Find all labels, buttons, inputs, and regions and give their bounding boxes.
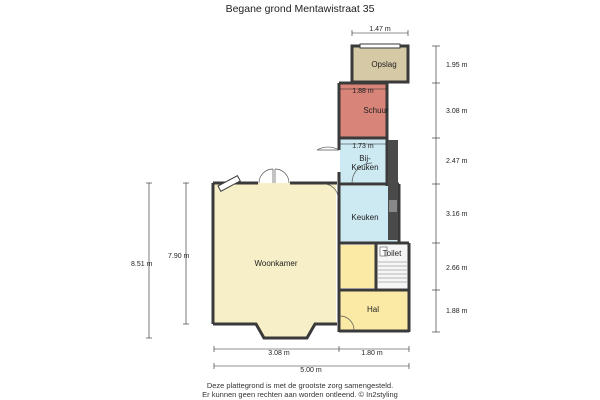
plan-title: Begane grond Mentawistraat 35	[225, 3, 375, 15]
dim-right-bijkeuken: 2.47 m	[446, 158, 468, 165]
dim-schuur-width: 1.88 m	[352, 88, 374, 95]
label-bijkeuken-2: Keuken	[351, 163, 379, 172]
dim-left-outer: 8.51 m	[131, 261, 153, 268]
stair-area	[340, 245, 375, 288]
dim-right-toilet: 2.66 m	[446, 265, 468, 272]
disclaimer-line-2: Er kunnen geen rechten aan worden ontleend. © In2styling	[202, 390, 398, 399]
dim-opslag-width: 1.47 m	[369, 26, 391, 33]
kitchen-counter	[388, 140, 398, 240]
dim-bottom-total: 5.00 m	[300, 367, 322, 374]
dim-right-opslag: 1.95 m	[446, 62, 468, 69]
sink	[389, 200, 397, 212]
dim-left-inner: 7.90 m	[168, 253, 190, 260]
dim-right-hal: 1.88 m	[446, 308, 468, 315]
dim-bottom-hal: 1.80 m	[361, 350, 383, 357]
dim-bijkeuken-width: 1.73 m	[352, 143, 374, 150]
label-bijkeuken-1: Bij-	[359, 154, 371, 163]
disclaimer-line-1: Deze plattegrond is met de grootste zorg samengesteld.	[206, 381, 394, 390]
label-schuur: Schuur	[363, 106, 389, 115]
label-keuken: Keuken	[351, 213, 379, 222]
label-hal: Hal	[366, 305, 380, 314]
dim-bottom-woonkamer: 3.08 m	[268, 350, 290, 357]
dim-right-keuken: 3.16 m	[446, 211, 468, 218]
label-woonkamer: Woonkamer	[254, 259, 298, 268]
dim-right-schuur: 3.08 m	[446, 108, 468, 115]
label-opslag: Opslag	[371, 60, 397, 69]
label-toilet: Toilet	[382, 249, 402, 258]
